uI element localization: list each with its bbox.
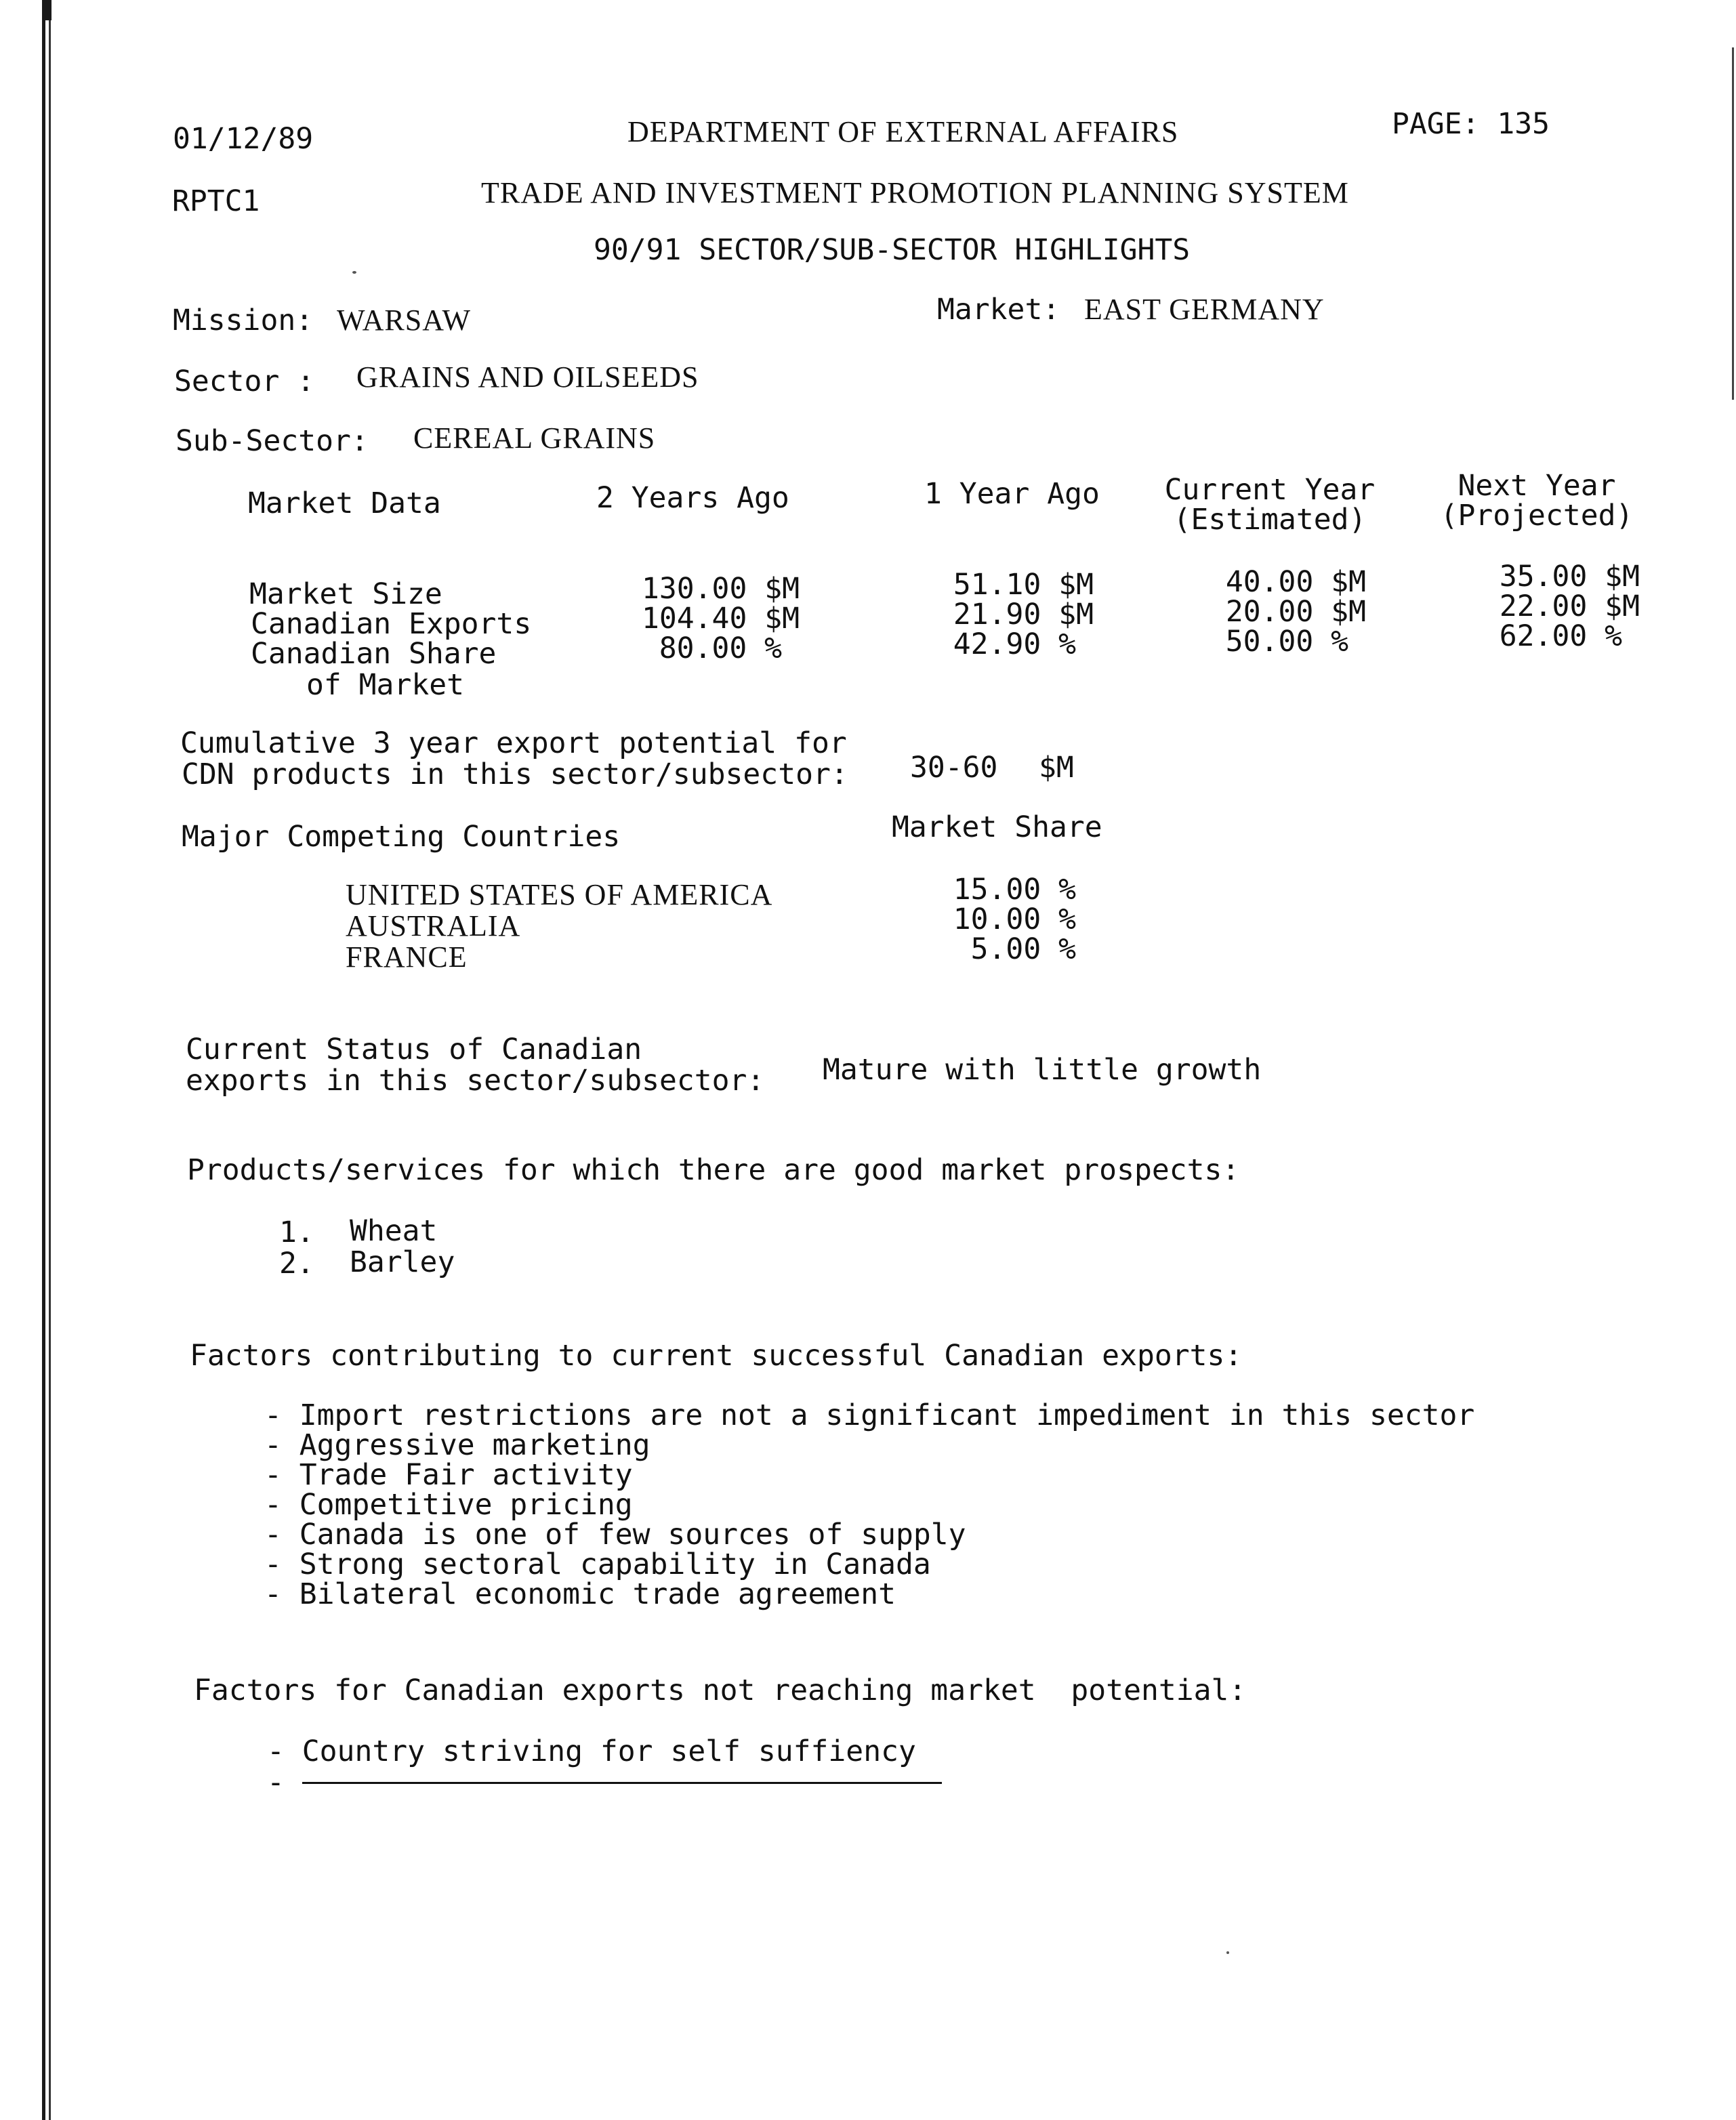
success-factors-heading: Factors contributing to current successful Canadian exports: <box>190 1339 1243 1373</box>
column-header-next-projected: (Projected) <box>1440 499 1634 533</box>
list-item: - Aggressive marketing <box>264 1428 650 1462</box>
list-item: - Import restrictions are not a significant impediment in this sector <box>264 1398 1475 1432</box>
system-name: TRADE AND INVESTMENT PROMOTION PLANNING SYSTEM <box>481 176 1349 209</box>
report-date: 01/12/89 <box>173 122 314 156</box>
cell-one-year-ago: 21.90 $M <box>953 598 1094 631</box>
column-header-current-estimated: (Estimated) <box>1173 503 1367 537</box>
row-label: Canadian Share <box>251 637 497 671</box>
report-title: 90/91 SECTOR/SUB-SECTOR HIGHLIGHTS <box>594 233 1191 267</box>
column-header-current-year: Current Year <box>1164 473 1376 507</box>
shortfall-factors-heading: Factors for Canadian exports not reaching market potential: <box>194 1674 1247 1707</box>
department-name: DEPARTMENT OF EXTERNAL AFFAIRS <box>627 115 1179 148</box>
sub-sector-label: Sub-Sector: <box>175 424 369 458</box>
competitors-heading: Major Competing Countries <box>182 820 621 854</box>
mission-label: Mission: <box>173 304 314 337</box>
sub-sector-value: CEREAL GRAINS <box>413 421 656 455</box>
cell-two-years-ago: 80.00 % <box>659 631 782 665</box>
scan-speck <box>352 271 356 274</box>
column-header-two-years-ago: 2 Years Ago <box>596 481 789 515</box>
export-potential-unit: $M <box>1039 751 1074 785</box>
cell-current-year: 40.00 $M <box>1225 565 1366 599</box>
list-item: - Bilateral economic trade agreement <box>264 1577 896 1611</box>
market-label: Market: <box>937 293 1060 327</box>
market-share-heading: Market Share <box>892 810 1102 844</box>
current-status-value: Mature with little growth <box>823 1053 1262 1087</box>
scan-left-edge-inner <box>49 0 51 2120</box>
prospect-text: Wheat <box>350 1214 438 1248</box>
current-status-line2: exports in this sector/subsector: <box>186 1064 765 1098</box>
competitor-share: 5.00 % <box>970 932 1076 966</box>
export-potential-value: 30-60 <box>910 751 998 785</box>
list-item: - Strong sectoral capability in Canada <box>264 1547 931 1581</box>
list-item: - Trade Fair activity <box>264 1458 633 1492</box>
column-header-next-year: Next Year <box>1458 469 1616 503</box>
report-id: RPTC1 <box>172 184 260 218</box>
current-status-line1: Current Status of Canadian <box>186 1033 642 1066</box>
list-item: - <box>267 1766 285 1800</box>
prospects-heading: Products/services for which there are good market prospects: <box>187 1153 1240 1187</box>
competitor-share: 15.00 % <box>953 873 1076 907</box>
competitor-share: 10.00 % <box>953 902 1076 936</box>
sector-value: GRAINS AND OILSEEDS <box>356 360 699 394</box>
mission-value: WARSAW <box>337 304 472 337</box>
list-item: - Country striving for self suffiency <box>267 1734 916 1768</box>
export-potential-line2: CDN products in this sector/subsector: <box>182 757 848 791</box>
prospect-number: 2. <box>279 1247 314 1281</box>
cell-current-year: 50.00 % <box>1225 625 1348 659</box>
column-header-one-year-ago: 1 Year Ago <box>924 477 1100 511</box>
cell-one-year-ago: 51.10 $M <box>953 568 1094 602</box>
cell-next-year: 22.00 $M <box>1499 589 1640 623</box>
market-value: EAST GERMANY <box>1084 293 1325 326</box>
scan-right-edge <box>1732 47 1734 400</box>
competitor-country: FRANCE <box>346 940 468 974</box>
list-item: - Competitive pricing <box>264 1488 633 1522</box>
cell-two-years-ago: 130.00 $M <box>642 572 800 606</box>
cell-current-year: 20.00 $M <box>1225 595 1366 629</box>
blank-entry-line <box>302 1782 942 1784</box>
page-number: PAGE: 135 <box>1392 107 1550 141</box>
cell-next-year: 62.00 % <box>1499 619 1622 653</box>
prospect-text: Barley <box>350 1245 455 1279</box>
export-potential-line1: Cumulative 3 year export potential for <box>180 726 847 760</box>
cell-next-year: 35.00 $M <box>1499 560 1640 594</box>
scan-left-edge <box>42 0 45 2120</box>
column-header-market-data: Market Data <box>248 486 441 520</box>
row-label: Market Size <box>249 577 442 611</box>
cell-one-year-ago: 42.90 % <box>953 627 1076 661</box>
row-label: Canadian Exports <box>251 607 532 641</box>
scan-speck <box>1226 1951 1229 1954</box>
list-item: - Canada is one of few sources of supply <box>264 1518 966 1552</box>
sector-label: Sector : <box>174 365 315 398</box>
scan-top-tick <box>42 0 51 20</box>
prospect-number: 1. <box>279 1215 314 1249</box>
competitor-country: UNITED STATES OF AMERICA <box>346 878 773 911</box>
row-label-continued: of Market <box>306 668 464 702</box>
competitor-country: AUSTRALIA <box>346 909 521 942</box>
cell-two-years-ago: 104.40 $M <box>642 602 800 636</box>
